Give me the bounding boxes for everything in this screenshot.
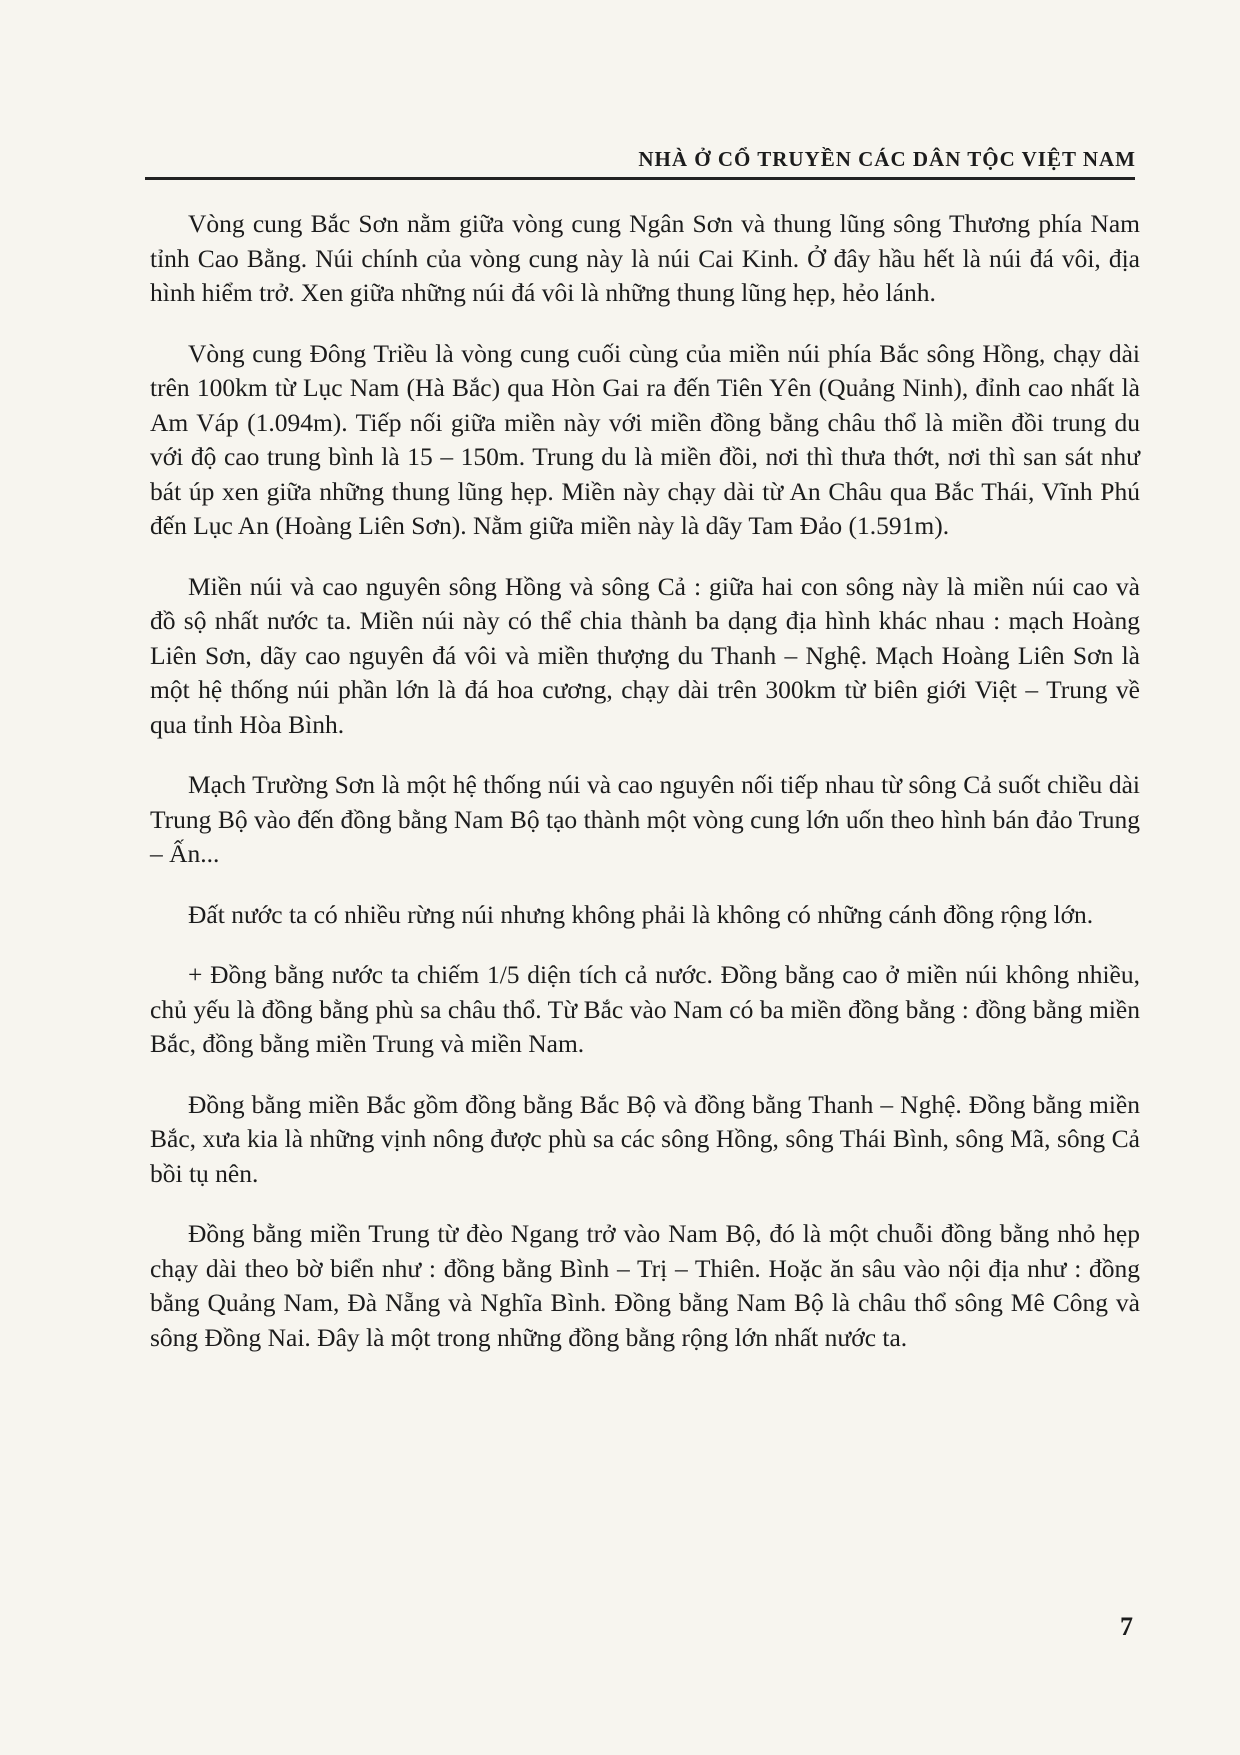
paragraph-canh-dong: Đất nước ta có nhiều rừng núi nhưng không phải là không có những cánh đồng rộng lớn.	[188, 899, 1094, 929]
body-text	[150, 207, 1140, 1381]
paragraph-dong-bang-mien-trung: Đồng bằng miền Trung từ đèo Ngang trở vào Nam Bộ, đó là một chuỗi đồng bằng nhỏ hẹp chạy dài theo bờ biển như : đồng bằng Bình – Trị – Thiên. Hoặc ăn sâu vào nội địa như : đồng bằng Quảng Nam, Đà Nẵng và Nghĩa Bình. Đồng bằng Nam Bộ là châu thổ sông Mê Công và sông Đồng Nai. Đây là một trong những đồng bằng rộng lớn nhất nước ta.	[150, 1219, 1140, 1352]
paragraph-dong-bang-overview: + Đồng bằng nước ta chiếm 1/5 diện tích cả nước. Đồng bằng cao ở miền núi không nhiều, chủ yếu là đồng bằng phù sa châu thổ. Từ Bắc vào Nam có ba miền đồng bằng : đồng bằng miền Bắc, đồng bằng miền Trung và miền Nam.	[150, 960, 1140, 1058]
paragraph-dong-trieu: Vòng cung Đông Triều là vòng cung cuối cùng của miền núi phía Bắc sông Hồng, chạy dài trên 100km từ Lục Nam (Hà Bắc) qua Hòn Gai ra đến Tiên Yên (Quảng Ninh), đỉnh cao nhất là Am Váp (1.094m). Tiếp nối giữa miền này với miền đồng bằng châu thổ là miền đồi trung du với độ cao trung bình là 15 – 150m. Trung du là miền đồi, nơi thì thưa thớt, nơi thì san sát như bát úp xen giữa những thung lũng hẹp. Miền này chạy dài từ An Châu qua Bắc Thái, Vĩnh Phú đến Lục An (Hoàng Liên Sơn). Nằm giữa miền này là dãy Tam Đảo (1.591m).	[150, 338, 1140, 540]
paragraph-bac-son: Vòng cung Bắc Sơn nằm giữa vòng cung Ngân Sơn và thung lũng sông Thương phía Nam tỉnh Cao Bằng. Núi chính của vòng cung này là núi Cai Kinh. Ở đây hầu hết là núi đá vôi, địa hình hiểm trở. Xen giữa những núi đá vôi là những thung lũng hẹp, hẻo lánh.	[150, 209, 1140, 307]
paragraph-song-hong-song-ca: Miền núi và cao nguyên sông Hồng và sông Cả : giữa hai con sông này là miền núi cao và đồ sộ nhất nước ta. Miền núi này có thể chia thành ba dạng địa hình khác nhau : mạch Hoàng Liên Sơn, dãy cao nguyên đá vôi và miền thượng du Thanh – Nghệ. Mạch Hoàng Liên Sơn là một hệ thống núi phần lớn là đá hoa cương, chạy dài trên 300km từ biên giới Việt – Trung về qua tỉnh Hòa Bình.	[150, 571, 1140, 739]
running-header: NHÀ Ở CỔ TRUYỀN CÁC DÂN TỘC VIỆT NAM	[638, 147, 1136, 171]
page-number: 7	[1120, 1612, 1133, 1641]
paragraph-truong-son: Mạch Trường Sơn là một hệ thống núi và cao nguyên nối tiếp nhau từ sông Cả suốt chiều dài Trung Bộ vào đến đồng bằng Nam Bộ tạo thành một vòng cung lớn uốn theo hình bán đảo Trung – Ấn...	[150, 770, 1140, 868]
header-rule	[145, 177, 1135, 180]
paragraph-dong-bang-mien-bac: Đồng bằng miền Bắc gồm đồng bằng Bắc Bộ và đồng bằng Thanh – Nghệ. Đồng bằng miền Bắc, xưa kia là những vịnh nông được phù sa các sông Hồng, sông Thái Bình, sông Mã, sông Cả bồi tụ nên.	[150, 1089, 1140, 1188]
